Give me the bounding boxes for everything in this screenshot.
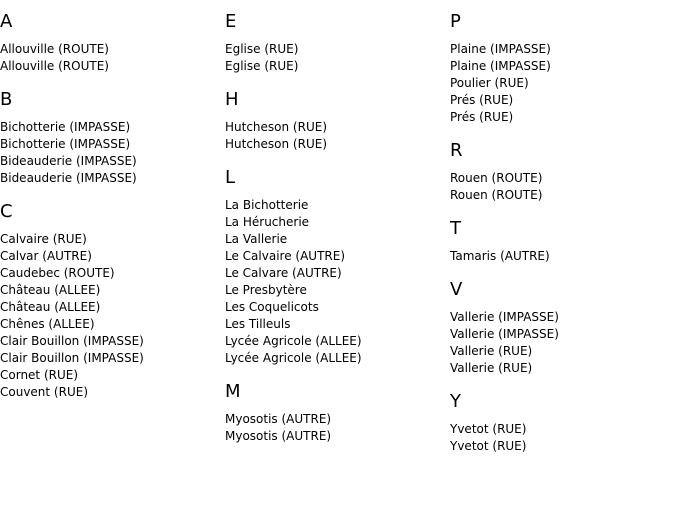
- street-item[interactable]: Hutcheson (RUE): [225, 120, 327, 134]
- street-item[interactable]: Calvaire (RUE): [0, 232, 87, 246]
- street-item[interactable]: Hutcheson (RUE): [225, 137, 327, 151]
- section-letter-heading: C: [0, 201, 13, 222]
- section-letter-heading: M: [225, 381, 241, 402]
- letter-section: [225, 11, 445, 75]
- street-item[interactable]: Château (ALLEE): [0, 300, 101, 314]
- letter-section: [225, 167, 445, 367]
- section-letter-heading: L: [225, 167, 236, 188]
- street-item[interactable]: Eglise (RUE): [225, 59, 299, 73]
- letter-section: [225, 89, 445, 153]
- street-item[interactable]: Clair Bouillon (IMPASSE): [0, 351, 144, 365]
- letter-section: [450, 279, 670, 377]
- letter-section: [0, 89, 220, 187]
- section-letter-heading: A: [0, 11, 13, 32]
- street-item[interactable]: Lycée Agricole (ALLEE): [225, 334, 362, 348]
- letter-section: [0, 201, 220, 401]
- street-item[interactable]: La Hérucherie: [225, 215, 310, 229]
- letter-section: [225, 381, 445, 445]
- street-item[interactable]: Le Calvare (AUTRE): [225, 266, 342, 280]
- street-item[interactable]: La Vallerie: [225, 232, 288, 246]
- street-item[interactable]: Rouen (ROUTE): [450, 171, 543, 185]
- letter-section: [450, 11, 670, 126]
- section-letter-heading: V: [450, 279, 463, 300]
- letter-section: [450, 391, 670, 455]
- street-item[interactable]: Prés (RUE): [450, 110, 514, 124]
- letter-section: [0, 11, 220, 75]
- index-column-2: [225, 0, 445, 459]
- section-letter-heading: Y: [450, 391, 461, 412]
- letter-section: [450, 218, 670, 265]
- street-item[interactable]: La Bichotterie: [225, 198, 309, 212]
- section-letter-heading: B: [0, 89, 13, 110]
- street-item[interactable]: Poulier (RUE): [450, 76, 529, 90]
- street-item[interactable]: Calvar (AUTRE): [0, 249, 92, 263]
- street-item[interactable]: Caudebec (ROUTE): [0, 266, 115, 280]
- street-item[interactable]: Les Coquelicots: [225, 300, 319, 314]
- street-item[interactable]: Vallerie (RUE): [450, 344, 533, 358]
- street-item[interactable]: Bideauderie (IMPASSE): [0, 171, 137, 185]
- street-item[interactable]: Le Presbytère: [225, 283, 307, 297]
- street-item[interactable]: Bichotterie (IMPASSE): [0, 120, 131, 134]
- street-item[interactable]: Le Calvaire (AUTRE): [225, 249, 345, 263]
- street-item[interactable]: Vallerie (RUE): [450, 361, 533, 375]
- street-item[interactable]: Bichotterie (IMPASSE): [0, 137, 131, 151]
- street-item[interactable]: Prés (RUE): [450, 93, 514, 107]
- street-item[interactable]: Eglise (RUE): [225, 42, 299, 56]
- street-item[interactable]: Chênes (ALLEE): [0, 317, 95, 331]
- street-item[interactable]: Plaine (IMPASSE): [450, 59, 551, 73]
- street-item[interactable]: Rouen (ROUTE): [450, 188, 543, 202]
- street-item[interactable]: Vallerie (IMPASSE): [450, 327, 559, 341]
- street-item[interactable]: Myosotis (AUTRE): [225, 429, 332, 443]
- section-letter-heading: R: [450, 140, 463, 161]
- street-item[interactable]: Couvent (RUE): [0, 385, 89, 399]
- street-item[interactable]: Yvetot (RUE): [450, 439, 527, 453]
- street-item[interactable]: Les Tilleuls: [225, 317, 291, 331]
- street-item[interactable]: Allouville (ROUTE): [0, 42, 109, 56]
- street-item[interactable]: Cornet (RUE): [0, 368, 79, 382]
- section-letter-heading: H: [225, 89, 239, 110]
- index-column-1: [0, 0, 220, 415]
- letter-section: [450, 140, 670, 204]
- section-letter-heading: P: [450, 11, 461, 32]
- street-item[interactable]: Château (ALLEE): [0, 283, 101, 297]
- street-item[interactable]: Tamaris (AUTRE): [450, 249, 550, 263]
- section-letter-heading: E: [225, 11, 237, 32]
- street-item[interactable]: Lycée Agricole (ALLEE): [225, 351, 362, 365]
- street-item[interactable]: Allouville (ROUTE): [0, 59, 109, 73]
- street-item[interactable]: Vallerie (IMPASSE): [450, 310, 559, 324]
- street-item[interactable]: Myosotis (AUTRE): [225, 412, 332, 426]
- section-letter-heading: T: [450, 218, 461, 239]
- street-item[interactable]: Clair Bouillon (IMPASSE): [0, 334, 144, 348]
- street-item[interactable]: Plaine (IMPASSE): [450, 42, 551, 56]
- street-item[interactable]: Yvetot (RUE): [450, 422, 527, 436]
- index-column-3: [450, 0, 670, 469]
- street-item[interactable]: Bideauderie (IMPASSE): [0, 154, 137, 168]
